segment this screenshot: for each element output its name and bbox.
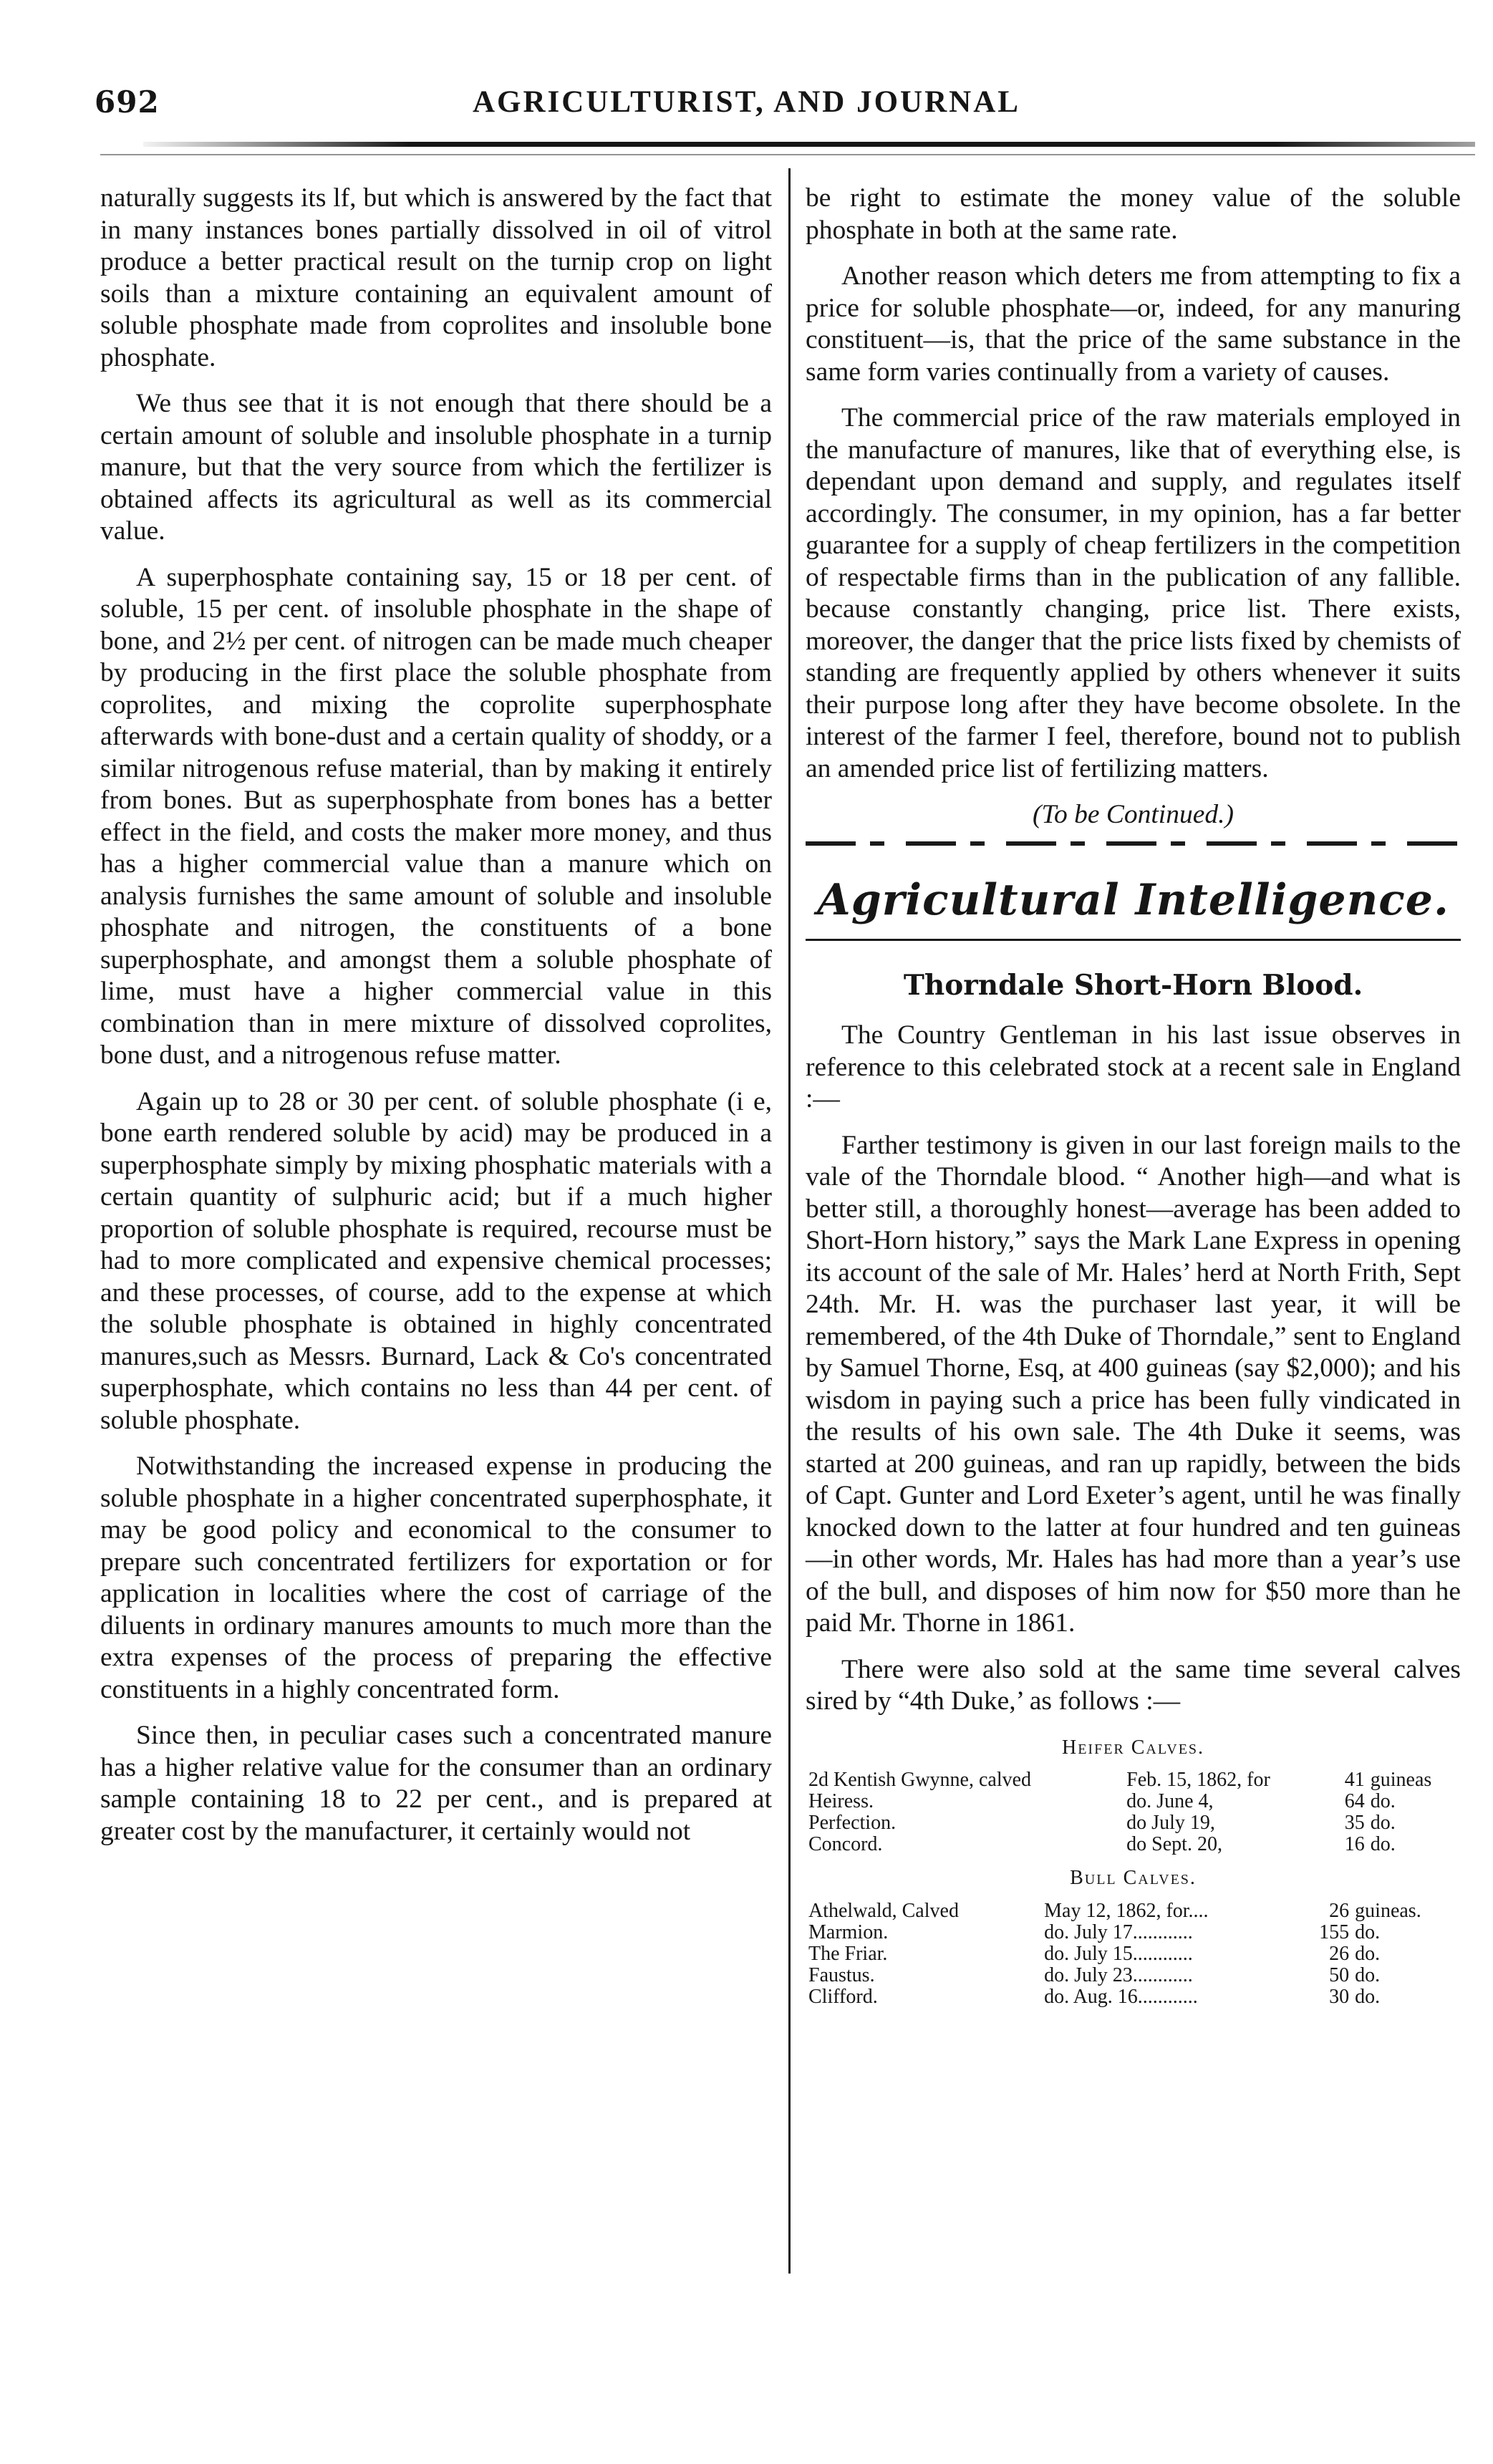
calf-unit: do. <box>1355 1942 1381 1965</box>
calf-date: May 12, 1862, for.... <box>1044 1899 1209 1922</box>
section-title-rule <box>806 939 1461 941</box>
calf-date: do. June 4, <box>1126 1790 1214 1812</box>
calf-unit: guineas <box>1370 1769 1432 1791</box>
article-paragraph-3: There were also sold at the same time several calves sired by “4th Duke,’ as follows :— <box>806 1654 1461 1716</box>
right-paragraph-2: Another reason which deters me from attempting to fix a price for soluble phosphate—or, indeed, for any manuring constituent—is, that the price of the same substance in the same form varies continually from a variety of causes. <box>806 261 1461 387</box>
table-row <box>806 1922 1461 1943</box>
article-title: Thorndale Short-Horn Blood. <box>903 968 1363 1002</box>
calf-unit: do. <box>1355 1921 1381 1943</box>
table-row <box>806 1791 1461 1812</box>
header-rule <box>143 142 1475 147</box>
calf-price: 50 <box>1329 1963 1350 1986</box>
calf-unit: do. <box>1370 1790 1396 1812</box>
calf-unit: do. <box>1370 1812 1396 1834</box>
table-row <box>806 1812 1461 1834</box>
calf-price: 155 <box>1319 1921 1350 1943</box>
calf-name: Athelwald, Calved <box>808 1899 959 1922</box>
column-divider <box>788 168 791 2274</box>
calf-name: The Friar. <box>808 1942 888 1965</box>
calf-price: 30 <box>1329 1985 1350 2008</box>
calf-unit: do. <box>1370 1833 1396 1855</box>
table-row <box>806 1943 1461 1965</box>
left-paragraph-4: Again up to 28 or 30 per cent. of soluble phosphate (i e, bone earth rendered soluble by acid) may be produced in a superphosphate simply by mixing phosphatic materials with a certain quantity of sulphuric acid; but if a much higher proportion of soluble phosphate is required, recourse must be had to more complicated and expensive chemical processes; and these processes, of course, add to the expense at which the soluble phosphate is obtained in highly concentrated manures,such as Messrs. Burnard, Lack & Co's concentrated superphosphate, which contains no less than 44 per cent. of soluble phosphate. <box>100 1086 772 1435</box>
bull-calves-table <box>806 1900 1461 2008</box>
section-title: Agricultural Intelligence. <box>817 874 1449 925</box>
calf-price: 26 <box>1329 1899 1350 1922</box>
left-paragraph-5: Notwithstanding the increased expense in producing the soluble phosphate in a higher concentrated superphosphate, it may be good policy and economical to the consumer to prepare such concentrated fertilizers for exportation or for application in localities where the cost of carriage of the diluents in ordinary manures amounts to much more than the extra expenses of the process of preparing the effective constituents in a highly concentrated form. <box>100 1451 772 1704</box>
calf-unit: guineas. <box>1355 1899 1421 1922</box>
left-paragraph-6: Since then, in peculiar cases such a concentrated manure has a higher relative value for the consumer than an ordinary sample containing 18 to 22 per cent., and is prepared at greater cost by the manufacturer, it certainly would not <box>100 1721 772 1846</box>
table-row <box>806 1769 1461 1791</box>
left-column <box>100 183 772 1862</box>
calf-date: do. July 17............ <box>1044 1921 1193 1943</box>
right-paragraph-3: The commercial price of the raw materials employed in the manufacture of manures, like that of everything else, is dependant upon demand and supply, and regulates itself accordingly. The consumer, in my opinion, has a far better guarantee for a supply of cheap fertilizers in the competition of respectable firms than in the publication of any fallible. because constantly changing, price list. There exists, moreover, the danger that the price lists fixed by chemists of standing are frequently applied by others whenever it suits their purpose long after they have become obsolete. In the interest of the farmer I feel, therefore, bound not to publish an amended price list of fertilizing matters. <box>806 403 1461 783</box>
left-paragraph-3: A superphosphate containing say, 15 or 18 per cent. of soluble, 15 per cent. of insoluble phosphate in the shape of bone, and 2½ per cent. of nitrogen can be made much cheaper by producing in the first place the soluble phosphate from coprolites, and mixing the coprolite superphosphate afterwards with bone-dust and a certain quality of shoddy, or a similar nitrogenous refuse material, than by making it entirely from bones. But as superphosphate from bones has a better effect in the field, and costs the maker more money, and thus has a higher commercial value than a manure which on analysis furnishes the same amount of soluble and insoluble phosphate and nitrogen, the constituents of a bone superphosphate, and amongst them a soluble phosphate of lime, must have a higher commercial value in this combination than in mere mixture of dissolved coprolites, bone dust, and a nitrogenous refuse matter. <box>100 562 772 1070</box>
left-paragraph-1: naturally suggests its lf, but which is answered by the fact that in many instances bones partially dissolved in oil of vitrol produce a better practical result on the turnip crop on light soils than a mixture containing an equivalent amount of soluble phosphate made from coprolites and insoluble bone phosphate. <box>100 183 772 372</box>
calf-unit: do. <box>1355 1963 1381 1986</box>
heifer-calves-heading: Heifer Calves. <box>1061 1736 1205 1759</box>
calf-name: Marmion. <box>808 1921 889 1943</box>
calf-name: 2d Kentish Gwynne, calved <box>808 1769 1032 1791</box>
calf-name: Clifford. <box>808 1985 878 2008</box>
article-paragraph-1: The Country Gentleman in his last issue observes in reference to this celebrated stock at a recent sale in England :— <box>806 1020 1461 1113</box>
table-row <box>806 1986 1461 2008</box>
calf-date: do. July 23............ <box>1044 1963 1193 1986</box>
calf-price: 16 <box>1344 1833 1365 1855</box>
header-rule-thin <box>100 154 1475 155</box>
table-row <box>806 1900 1461 1922</box>
calf-price: 41 <box>1344 1769 1365 1791</box>
section-separator <box>806 841 1461 846</box>
table-row <box>806 1965 1461 1986</box>
continued-note: (To be Continued.) <box>1033 800 1234 829</box>
calf-price: 26 <box>1329 1942 1350 1965</box>
calf-name: Faustus. <box>808 1963 875 1986</box>
left-paragraph-2: We thus see that it is not enough that there should be a certain amount of soluble and insoluble phosphate in a turnip manure, but that the very source from which the fertilizer is obtained affects its agricultural as well as its commercial value. <box>100 389 772 546</box>
heifer-calves-table <box>806 1769 1461 1855</box>
calf-price: 35 <box>1344 1812 1365 1834</box>
calf-name: Perfection. <box>808 1812 897 1834</box>
page-number: 692 <box>95 84 160 120</box>
calf-date: do Sept. 20, <box>1126 1833 1222 1855</box>
right-column <box>806 183 1461 2008</box>
running-title: AGRICULTURIST, AND JOURNAL <box>473 85 1020 119</box>
right-paragraph-1: be right to estimate the money value of the soluble phosphate in both at the same rate. <box>806 183 1461 245</box>
calf-date: Feb. 15, 1862, for <box>1126 1769 1270 1791</box>
calf-date: do July 19, <box>1126 1812 1215 1834</box>
article-paragraph-2: Farther testimony is given in our last foreign mails to the vale of the Thorndale blood. “ Another high—and what is better still, a thoroughly honest—average has been added to Short-Horn history,” says the Mark Lane Express in opening its account of the sale of Mr. Hales’ herd at North Frith, Sept 24th. Mr. H. was the purchaser last year, it will be remembered, of the 4th Duke of Thorndale,” sent to England by Samuel Thorne, Esq, at 400 guineas (say $2,000); and his wisdom in paying such a price has been fully vindicated in the results of his own sale. The 4th Duke it seems, was started at 200 guineas, and ran up rapidly, between the bids of Capt. Gunter and Lord Exeter’s agent, until he was finally knocked down to the latter at four hundred and ten guineas—in other words, Mr. Hales has had more than a year’s use of the bull, and disposes of him now for $50 more than he paid Mr. Thorne in 1861. <box>806 1130 1461 1638</box>
calf-date: do. July 15............ <box>1044 1942 1193 1965</box>
calf-name: Concord. <box>808 1833 883 1855</box>
bull-calves-heading: Bull Calves. <box>1070 1867 1197 1889</box>
calf-price: 64 <box>1344 1790 1365 1812</box>
calf-date: do. Aug. 16............ <box>1044 1985 1198 2008</box>
calf-unit: do. <box>1355 1985 1381 2008</box>
table-row <box>806 1834 1461 1855</box>
calf-name: Heiress. <box>808 1790 874 1812</box>
